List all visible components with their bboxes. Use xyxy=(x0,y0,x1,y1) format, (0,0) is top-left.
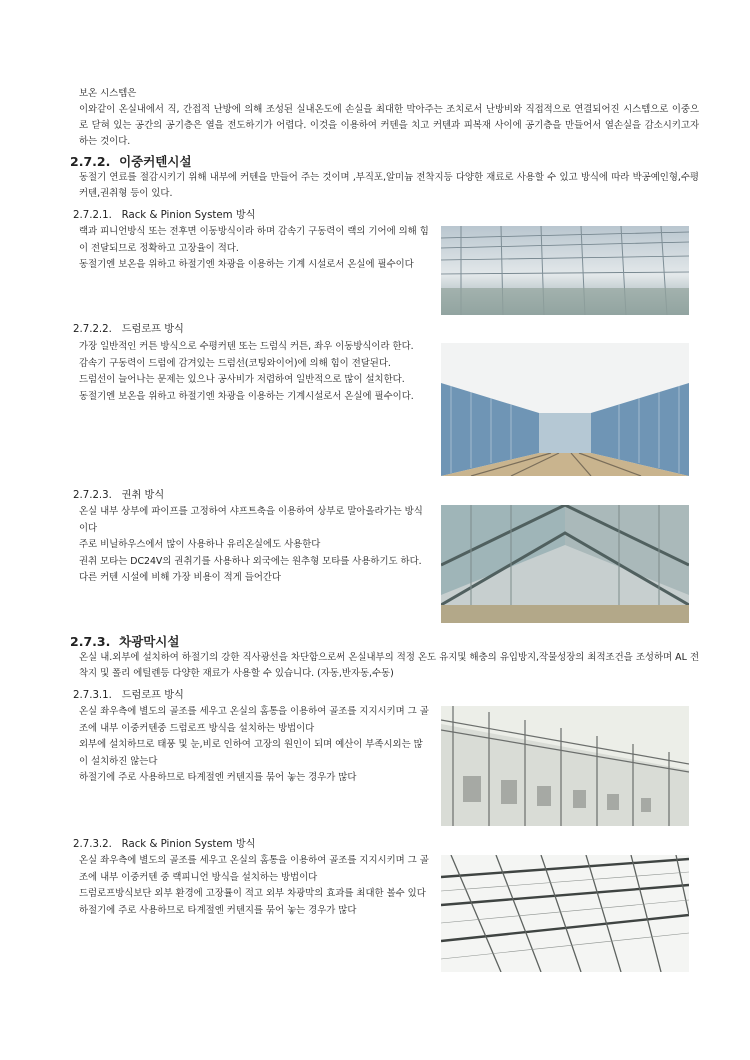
section-heading-2-7-3 xyxy=(70,632,179,650)
subsection-title: Rack & Pinion System 방식 xyxy=(121,210,256,221)
section-number: 2.7.3. xyxy=(70,634,111,649)
section-heading-2-7-2 xyxy=(70,152,192,170)
subsection-2-7-3-2-text xyxy=(79,853,429,919)
subsection-2-7-2-3-text xyxy=(79,504,429,587)
subsection-title: 드럼로프 방식 xyxy=(121,324,184,335)
paragraph: 동절기엔 보온을 위하고 하절기엔 차광을 이용하는 기계 시설로서 온실에 필수이다 xyxy=(79,259,414,270)
external-shade-rack-pinion-photo xyxy=(441,855,689,972)
paragraph: 드럼선이 늘어나는 문제는 있으나 공사비가 저렴하여 일반적으로 많이 설치한다. xyxy=(79,374,405,385)
subsection-number: 2.7.2.1. xyxy=(73,210,112,221)
paragraph: 온실 좌우측에 별도의 골조를 세우고 온실의 홈통을 이용하여 골조를 지지시키며 그 골조에 내부 이중커텐 중 랙피니언 방식을 설치하는 방법이다 xyxy=(79,855,429,883)
subsection-heading-2-7-2-2 xyxy=(73,320,184,335)
paragraph: 온실 좌우측에 별도의 골조를 세우고 온실의 홈통을 이용하여 골조를 지지시키며 그 골조에 내부 이중커텐중 드럼로프 방식을 설치하는 방법이다 xyxy=(79,706,429,734)
section-2-7-2-body: 동절기 연료를 절감시키기 위해 내부에 커텐을 만들어 주는 것이며 ,부직포,알미늄 전착지등 다양한 재료로 사용할 수 있고 방식에 따라 박공예인형,수평커텐,권취형 등이 있다. xyxy=(79,172,699,199)
subsection-heading-2-7-3-1 xyxy=(73,686,184,701)
subsection-number: 2.7.3.1. xyxy=(73,690,112,701)
paragraph: 드럼로프방식보단 외부 환경에 고장률이 적고 외부 차광막의 효과를 최대한 볼수 있다 xyxy=(79,888,426,899)
intro-heading: 보온 시스템은 xyxy=(79,88,137,99)
subsection-heading-2-7-3-2 xyxy=(73,835,256,850)
paragraph: 감속기 구동력이 드럼에 감겨있는 드럼선(코팅와이어)에 의해 힘이 전달된다. xyxy=(79,357,391,369)
section-title: 이중커텐시설 xyxy=(119,154,192,169)
rack-pinion-curtain-photo xyxy=(441,226,689,315)
subsection-2-7-3-1-text xyxy=(79,704,429,787)
subsection-2-7-2-2-text xyxy=(79,339,429,405)
section-2-7-3-body: 온실 내.외부에 설치하여 하절기의 강한 직사광선을 차단함으로써 온실내부의 적정 온도 유지및 해충의 유입방지,작물성장의 최적조건을 조성하며 AL 전착지 및 폴리 에틸렌등 다양한 재료가 사용할 수 있습니다. (자동,반자동,수동) xyxy=(79,652,699,679)
intro-body: 이와같이 온실내에서 직, 간접적 난방에 의해 조성된 실내온도에 손실을 최대한 막아주는 조치로서 난방비와 직접적으로 연결되어진 시스템으로 이중으로 닫혀 있는 공간의 공기층은 열을 전도하기가 어렵다. 이것을 이용하여 커텐을 치고 커텐과 피복재 사이에 공기층을 만들어서 열손실을 감소시키고자 하는 것이다. xyxy=(79,104,699,147)
paragraph: 주로 비닐하우스에서 많이 사용하나 유리온실에도 사용한다 xyxy=(79,539,321,550)
section-number: 2.7.2. xyxy=(70,154,111,169)
subsection-heading-2-7-2-1 xyxy=(73,206,256,221)
paragraph: 가장 일반적인 커튼 방식으로 수평커텐 또는 드럼식 커튼, 좌우 이동방식이라 한다. xyxy=(79,341,414,352)
paragraph: 랙과 피니언방식 또는 전후면 이동방식이라 하며 감속기 구동력이 랙의 기어에 의해 힘이 전달되므로 정확하고 고장율이 적다. xyxy=(79,226,429,254)
subsection-title: Rack & Pinion System 방식 xyxy=(121,839,256,850)
section-title: 차광막시설 xyxy=(119,634,180,649)
subsection-number: 2.7.2.3. xyxy=(73,490,112,501)
paragraph: 온실 내부 상부에 파이프를 고정하여 샤프트축을 이용하여 상부로 말아올라가는 방식이다 xyxy=(79,506,423,534)
subsection-number: 2.7.2.2. xyxy=(73,324,112,335)
paragraph: 하절기에 주로 사용하므로 타계절엔 커텐지를 묶어 놓는 경우가 많다 xyxy=(79,772,357,783)
paragraph: 하절기에 주로 사용하므로 타계절엔 커텐지를 묶어 놓는 경우가 많다 xyxy=(79,904,357,916)
paragraph: 동절기엔 보온을 위하고 하절기엔 차광을 이용하는 기계시설로서 온실에 필수이다. xyxy=(79,390,414,402)
roll-up-curtain-photo xyxy=(441,505,689,623)
subsection-heading-2-7-2-3 xyxy=(73,486,164,501)
subsection-number: 2.7.3.2. xyxy=(73,839,112,850)
paragraph: 외부에 설치하므로 태풍 및 눈,비로 인하여 고장의 원인이 되며 예산이 부족시외는 많이 설치하진 않는다 xyxy=(79,739,423,767)
subsection-title: 권취 방식 xyxy=(121,490,165,501)
paragraph: 권취 모타는 DC24V의 권취기를 사용하나 외국에는 원추형 모타를 사용하기도 하다. 다른 커텐 시설에 비해 가장 비용이 적게 들어간다 xyxy=(79,555,422,583)
external-shade-drum-rope-photo xyxy=(441,706,689,826)
drum-rope-curtain-photo xyxy=(441,343,689,476)
subsection-2-7-2-1-text xyxy=(79,224,429,274)
subsection-title: 드럼로프 방식 xyxy=(121,690,184,701)
